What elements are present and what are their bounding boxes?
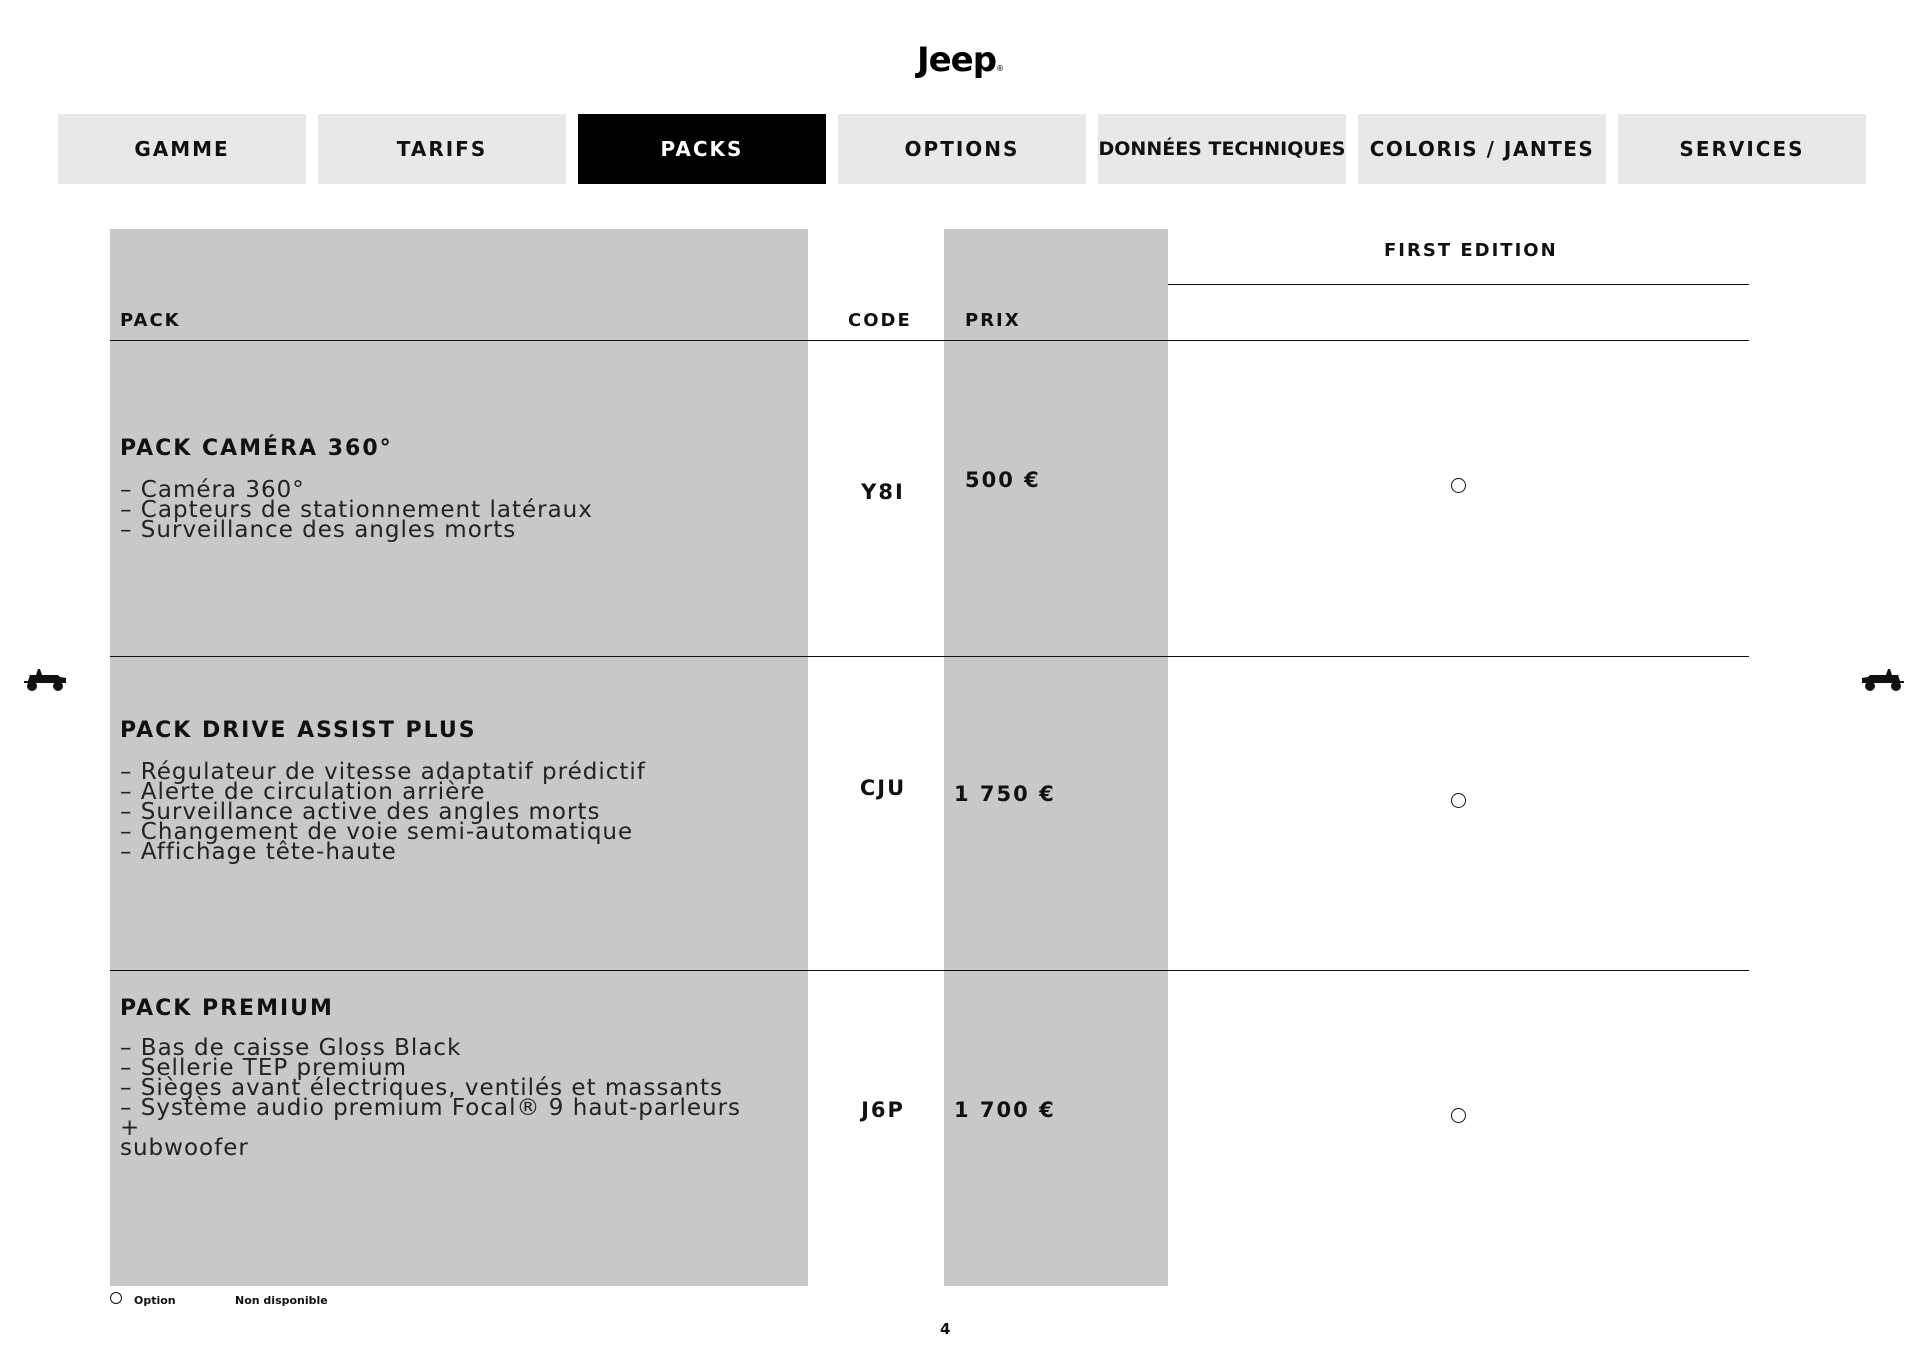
pack-title: PACK CAMÉRA 360° (120, 436, 393, 461)
pack-title: PACK PREMIUM (120, 996, 334, 1021)
tab-options[interactable]: OPTIONS (838, 114, 1086, 184)
option-circle-icon (1451, 478, 1466, 493)
feature-item: – Surveillance active des angles morts (120, 799, 601, 825)
jeep-vehicle-icon (22, 665, 68, 697)
col-header-prix: PRIX (965, 310, 1021, 331)
jeep-logo (0, 40, 1920, 80)
logo-text: Jeep (916, 40, 997, 80)
feature-item: – Affichage tête-haute (120, 839, 397, 865)
tab-donnees-techniques[interactable]: DONNÉES TECHNIQUES (1098, 114, 1346, 184)
feature-item: – Système audio premium Focal® 9 haut-parleurs + (120, 1095, 742, 1141)
pack-price: 1 700 € (954, 1098, 1056, 1122)
version-rule (1168, 284, 1749, 285)
option-circle-icon (1451, 1108, 1466, 1123)
tab-packs[interactable]: PACKS (578, 114, 826, 184)
col-header-code: CODE (848, 310, 912, 331)
tab-tarifs[interactable]: TARIFS (318, 114, 566, 184)
tab-services[interactable]: SERVICES (1618, 114, 1866, 184)
feature-item: – Sellerie TEP premium (120, 1055, 408, 1081)
feature-item: – Bas de caisse Gloss Black (120, 1035, 462, 1061)
tab-gamme[interactable]: GAMME (58, 114, 306, 184)
jeep-vehicle-icon (1860, 665, 1906, 697)
page-number: 4 (940, 1320, 951, 1338)
feature-item: – Sièges avant électriques, ventilés et massants (120, 1075, 724, 1101)
tab-coloris-jantes[interactable]: COLORIS / JANTES (1358, 114, 1606, 184)
feature-item: – Changement de voie semi-automatique (120, 819, 634, 845)
header-rule (110, 340, 1749, 341)
pack-code: CJU (859, 776, 907, 800)
pack-price: 1 750 € (954, 782, 1056, 806)
logo-mark: ® (996, 64, 1004, 73)
legend-option-circle-icon (110, 1292, 122, 1304)
pack-features (120, 1035, 760, 1161)
pack-features (120, 477, 760, 543)
feature-item: – Surveillance des angles morts (120, 517, 517, 543)
pack-code: Y8I (861, 480, 905, 504)
pack-features (120, 759, 760, 865)
pack-price: 500 € (965, 468, 1041, 492)
price-column-bg (944, 229, 1168, 1286)
feature-item: – Régulateur de vitesse adaptatif prédictif (120, 759, 646, 785)
pack-code: J6P (861, 1098, 905, 1122)
legend-option: Option (134, 1294, 176, 1307)
feature-item: – Alerte de circulation arrière (120, 779, 486, 805)
version-header: FIRST EDITION (1384, 240, 1558, 261)
legend-unavailable: Non disponible (235, 1294, 328, 1307)
feature-item: subwoofer (120, 1135, 249, 1161)
col-header-pack: PACK (120, 310, 181, 331)
row-divider-2 (110, 970, 1749, 971)
option-circle-icon (1451, 793, 1466, 808)
row-divider-1 (110, 656, 1749, 657)
feature-item: – Caméra 360° (120, 477, 305, 503)
pack-title: PACK DRIVE ASSIST PLUS (120, 718, 477, 743)
feature-item: – Capteurs de stationnement latéraux (120, 497, 593, 523)
